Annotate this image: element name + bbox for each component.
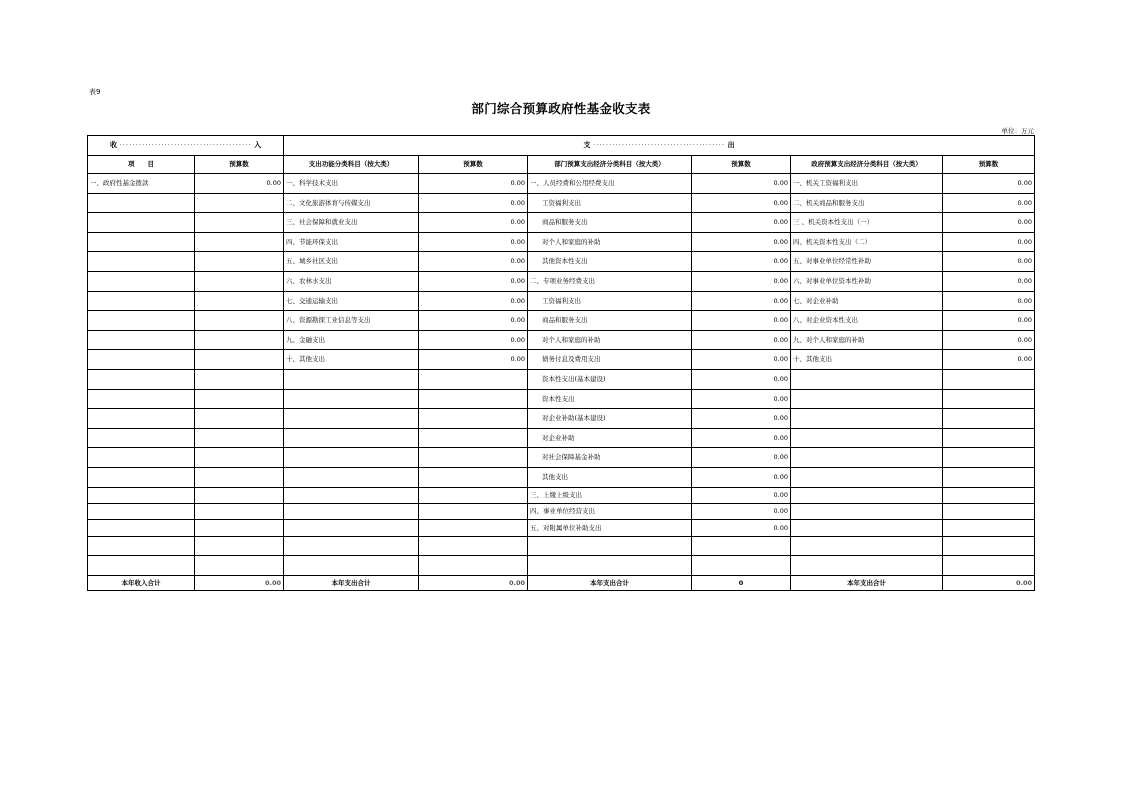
gov-budget: 0.00	[943, 232, 1035, 252]
page-title: 部门综合预算政府性基金收支表	[471, 101, 651, 116]
gov-budget: 0.00	[943, 311, 1035, 331]
func-budget: 0.00	[419, 232, 528, 252]
gov-budget	[943, 389, 1035, 409]
income-item	[88, 232, 195, 252]
table-row	[88, 556, 1035, 576]
dept-econ-item: 五、对附属单位补助支出	[528, 520, 692, 536]
func-budget	[419, 448, 528, 468]
dept-econ-item: 商品和服务支出	[528, 311, 692, 331]
income-budget	[195, 503, 284, 519]
income-item	[88, 291, 195, 311]
func-total-value: 0.00	[419, 575, 528, 590]
income-item: 一、政府性基金拨款	[88, 174, 195, 194]
income-budget	[195, 252, 284, 272]
gov-budget	[943, 503, 1035, 519]
income-item	[88, 536, 195, 556]
income-total-value: 0.00	[195, 575, 284, 590]
table-row	[88, 350, 1035, 370]
func-budget	[419, 487, 528, 503]
table-row	[88, 409, 1035, 429]
income-item	[88, 503, 195, 519]
income-budget	[195, 556, 284, 576]
func-budget: 0.00	[419, 291, 528, 311]
gov-budget	[943, 369, 1035, 389]
dept-budget	[692, 536, 791, 556]
dept-econ-item: 二、专项业务经费支出	[528, 271, 692, 291]
gov-total-value: 0.00	[943, 575, 1035, 590]
func-class-item: 三、社会保障和就业支出	[284, 213, 419, 233]
gov-budget	[943, 448, 1035, 468]
func-budget: 0.00	[419, 271, 528, 291]
table-row	[88, 232, 1035, 252]
income-item	[88, 193, 195, 213]
gov-total-label: 本年支出合计	[791, 575, 943, 590]
gov-budget: 0.00	[943, 252, 1035, 272]
table-row	[88, 503, 1035, 519]
expense-group-header: 支 ········································· 出	[284, 136, 1035, 156]
col-header-budget: 预算数	[419, 156, 528, 174]
column-header-row	[88, 156, 1035, 174]
income-budget	[195, 520, 284, 536]
table-row	[88, 291, 1035, 311]
func-class-item: 一、科学技术支出	[284, 174, 419, 194]
func-budget: 0.00	[419, 311, 528, 331]
dept-econ-item: 商品和服务支出	[528, 213, 692, 233]
dept-econ-item: 其他资本性支出	[528, 252, 692, 272]
income-item	[88, 213, 195, 233]
income-item	[88, 428, 195, 448]
table-row	[88, 487, 1035, 503]
func-budget	[419, 520, 528, 536]
income-budget	[195, 487, 284, 503]
gov-econ-item: 十、其他支出	[791, 350, 943, 370]
income-item	[88, 409, 195, 429]
income-budget	[195, 350, 284, 370]
func-class-item: 四、节能环保支出	[284, 232, 419, 252]
budget-table	[87, 135, 1035, 591]
dept-econ-item: 对企业补助	[528, 428, 692, 448]
income-budget	[195, 369, 284, 389]
income-item	[88, 369, 195, 389]
gov-econ-item	[791, 520, 943, 536]
gov-econ-item	[791, 389, 943, 409]
func-budget	[419, 503, 528, 519]
income-item	[88, 448, 195, 468]
table-row	[88, 448, 1035, 468]
table-row	[88, 330, 1035, 350]
dept-econ-item: 工资福利支出	[528, 291, 692, 311]
dept-budget: 0.00	[692, 520, 791, 536]
gov-budget	[943, 467, 1035, 487]
gov-econ-item: 四、机关资本性支出（二）	[791, 232, 943, 252]
func-class-item: 七、交通运输支出	[284, 291, 419, 311]
table-row	[88, 536, 1035, 556]
income-budget	[195, 213, 284, 233]
gov-econ-item: 二、机关商品和服务支出	[791, 193, 943, 213]
income-group-header: 收 ········································· 入	[88, 136, 284, 156]
gov-econ-item	[791, 467, 943, 487]
income-item	[88, 252, 195, 272]
func-budget: 0.00	[419, 350, 528, 370]
income-budget	[195, 448, 284, 468]
dept-budget: 0.00	[692, 369, 791, 389]
dept-budget: 0.00	[692, 271, 791, 291]
dept-total-label: 本年支出合计	[528, 575, 692, 590]
dept-econ-item: 资本性支出	[528, 389, 692, 409]
func-budget	[419, 389, 528, 409]
income-item	[88, 330, 195, 350]
gov-budget	[943, 428, 1035, 448]
dept-budget: 0.00	[692, 389, 791, 409]
gov-econ-item: 九、对个人和家庭的补助	[791, 330, 943, 350]
income-item	[88, 311, 195, 331]
table-row	[88, 252, 1035, 272]
gov-econ-item: 六、对事业单位资本性补助	[791, 271, 943, 291]
dept-budget: 0.00	[692, 291, 791, 311]
gov-econ-item: 五、对事业单位经常性补助	[791, 252, 943, 272]
table-row	[88, 174, 1035, 194]
income-budget	[195, 193, 284, 213]
dept-budget: 0.00	[692, 213, 791, 233]
func-class-item	[284, 409, 419, 429]
gov-econ-item	[791, 536, 943, 556]
table-row	[88, 193, 1035, 213]
income-item	[88, 350, 195, 370]
dept-econ-item: 资本性支出(基本建设)	[528, 369, 692, 389]
func-budget: 0.00	[419, 330, 528, 350]
income-budget	[195, 232, 284, 252]
gov-econ-item: 八、对企业资本性支出	[791, 311, 943, 331]
dept-econ-item	[528, 556, 692, 576]
gov-budget: 0.00	[943, 291, 1035, 311]
gov-budget	[943, 409, 1035, 429]
func-budget	[419, 428, 528, 448]
func-total-label: 本年支出合计	[284, 575, 419, 590]
gov-econ-item	[791, 409, 943, 429]
dept-budget: 0.00	[692, 350, 791, 370]
income-budget	[195, 330, 284, 350]
gov-budget: 0.00	[943, 350, 1035, 370]
income-budget	[195, 311, 284, 331]
gov-econ-item: 三 、机关资本性支出（一）	[791, 213, 943, 233]
gov-econ-item: 一、机关工资福利支出	[791, 174, 943, 194]
table-row	[88, 271, 1035, 291]
table-row	[88, 520, 1035, 536]
func-class-item	[284, 556, 419, 576]
income-budget	[195, 467, 284, 487]
dept-econ-item: 债务付息及费用支出	[528, 350, 692, 370]
col-header-dept-econ-class: 部门预算支出经济分类科目（按大类）	[528, 156, 692, 174]
dept-budget: 0.00	[692, 193, 791, 213]
func-class-item	[284, 467, 419, 487]
dept-budget: 0.00	[692, 311, 791, 331]
dept-budget: 0.00	[692, 330, 791, 350]
group-header-row	[88, 136, 1035, 156]
func-class-item: 九、金融支出	[284, 330, 419, 350]
func-class-item	[284, 369, 419, 389]
income-budget	[195, 291, 284, 311]
income-budget	[195, 409, 284, 429]
func-budget	[419, 369, 528, 389]
income-budget: 0.00	[195, 174, 284, 194]
func-budget	[419, 536, 528, 556]
income-item	[88, 487, 195, 503]
table-row	[88, 428, 1035, 448]
dept-econ-item: 对个人和家庭的补助	[528, 330, 692, 350]
func-budget: 0.00	[419, 193, 528, 213]
dept-total-value: 0	[692, 575, 791, 590]
func-class-item	[284, 448, 419, 468]
income-item	[88, 556, 195, 576]
dept-budget: 0.00	[692, 174, 791, 194]
func-budget: 0.00	[419, 252, 528, 272]
dept-budget: 0.00	[692, 448, 791, 468]
income-budget	[195, 428, 284, 448]
dept-budget: 0.00	[692, 503, 791, 519]
dept-econ-item: 其他支出	[528, 467, 692, 487]
func-budget: 0.00	[419, 213, 528, 233]
dept-econ-item: 四、事业单位经营支出	[528, 503, 692, 519]
income-item	[88, 520, 195, 536]
table-row	[88, 213, 1035, 233]
gov-budget	[943, 520, 1035, 536]
dept-budget: 0.00	[692, 252, 791, 272]
table-row	[88, 467, 1035, 487]
income-item	[88, 271, 195, 291]
func-class-item	[284, 487, 419, 503]
dept-budget	[692, 556, 791, 576]
func-class-item	[284, 520, 419, 536]
func-budget	[419, 409, 528, 429]
col-header-budget: 预算数	[943, 156, 1035, 174]
income-total-label: 本年收入合计	[88, 575, 195, 590]
gov-econ-item	[791, 487, 943, 503]
gov-budget	[943, 536, 1035, 556]
gov-budget: 0.00	[943, 174, 1035, 194]
func-class-item	[284, 503, 419, 519]
func-class-item: 十、其他支出	[284, 350, 419, 370]
func-budget	[419, 467, 528, 487]
gov-econ-item	[791, 448, 943, 468]
gov-econ-item	[791, 556, 943, 576]
dept-econ-item: 三、上缴上级支出	[528, 487, 692, 503]
gov-econ-item	[791, 369, 943, 389]
gov-budget: 0.00	[943, 271, 1035, 291]
dept-budget: 0.00	[692, 487, 791, 503]
func-class-item	[284, 536, 419, 556]
dept-budget: 0.00	[692, 467, 791, 487]
table-number: 表9	[89, 88, 101, 96]
gov-budget: 0.00	[943, 193, 1035, 213]
col-header-item: 项 目	[88, 156, 195, 174]
dept-budget: 0.00	[692, 409, 791, 429]
func-budget	[419, 556, 528, 576]
gov-econ-item: 七、对企业补助	[791, 291, 943, 311]
gov-budget: 0.00	[943, 330, 1035, 350]
func-class-item	[284, 428, 419, 448]
func-class-item: 六、农林水支出	[284, 271, 419, 291]
func-class-item: 八、资源勘探工业信息等支出	[284, 311, 419, 331]
func-class-item: 五、城乡社区支出	[284, 252, 419, 272]
dept-econ-item: 工资福利支出	[528, 193, 692, 213]
unit-label: 单位：万元	[1001, 127, 1034, 135]
table-row	[88, 389, 1035, 409]
dept-budget: 0.00	[692, 232, 791, 252]
income-item	[88, 467, 195, 487]
dept-econ-item: 对企业补助(基本建设)	[528, 409, 692, 429]
func-budget: 0.00	[419, 174, 528, 194]
totals-row	[88, 575, 1035, 590]
col-header-gov-econ-class: 政府预算支出经济分类科目（按大类）	[791, 156, 943, 174]
table-row	[88, 311, 1035, 331]
col-header-func-class: 支出功能分类科目（按大类）	[284, 156, 419, 174]
col-header-budget: 预算数	[195, 156, 284, 174]
gov-econ-item	[791, 503, 943, 519]
gov-budget	[943, 556, 1035, 576]
income-item	[88, 389, 195, 409]
income-budget	[195, 271, 284, 291]
col-header-budget: 预算数	[692, 156, 791, 174]
gov-budget: 0.00	[943, 213, 1035, 233]
dept-econ-item	[528, 536, 692, 556]
gov-econ-item	[791, 428, 943, 448]
func-class-item: 二、文化旅游体育与传媒支出	[284, 193, 419, 213]
dept-budget: 0.00	[692, 428, 791, 448]
dept-econ-item: 对个人和家庭的补助	[528, 232, 692, 252]
gov-budget	[943, 487, 1035, 503]
dept-econ-item: 一、人员经费和公用经费支出	[528, 174, 692, 194]
dept-econ-item: 对社会保障基金补助	[528, 448, 692, 468]
income-budget	[195, 389, 284, 409]
table-row	[88, 369, 1035, 389]
income-budget	[195, 536, 284, 556]
func-class-item	[284, 389, 419, 409]
